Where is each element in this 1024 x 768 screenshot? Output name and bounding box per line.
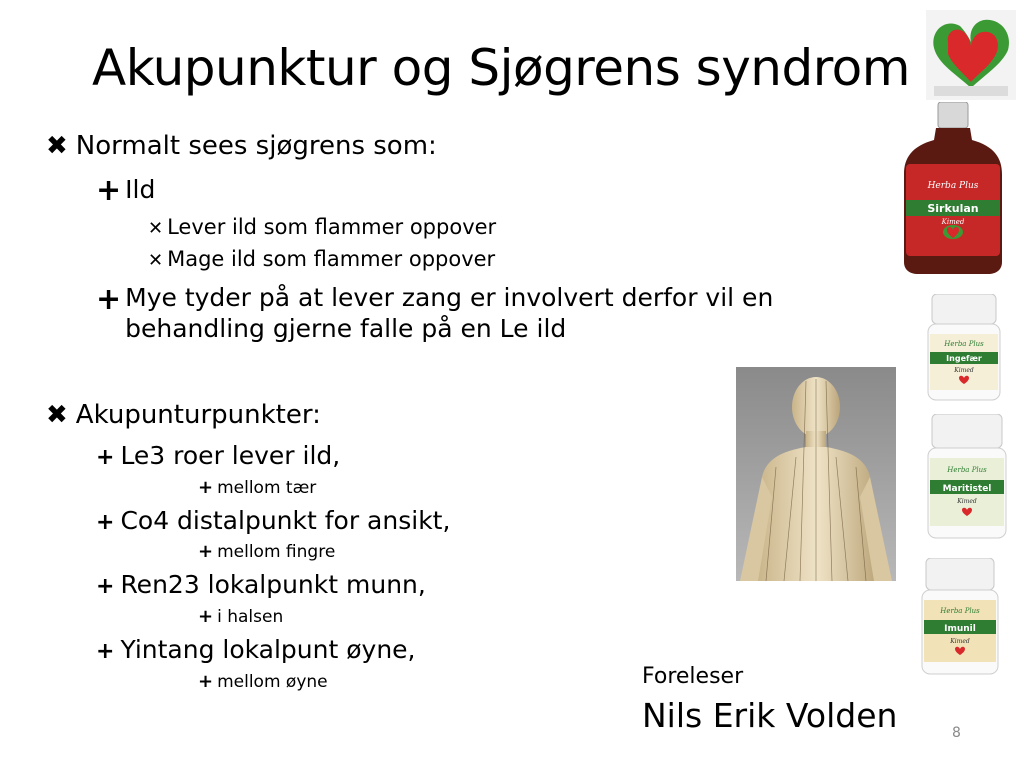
plus-small-bullet-icon: + bbox=[198, 671, 214, 692]
bottle-name: Sirkulan bbox=[927, 202, 979, 215]
plus-bullet-icon: + bbox=[96, 173, 122, 208]
plus-bullet-icon: + bbox=[96, 639, 115, 664]
jar2-maker: Kimed bbox=[957, 498, 977, 505]
item-ren23: Ren23 lokalpunkt munn, bbox=[120, 570, 426, 599]
x-bullet-icon: ✖ bbox=[46, 131, 68, 161]
bottle-maker: Kimed bbox=[941, 218, 965, 226]
bullet-yintang bbox=[96, 635, 416, 664]
item-yintang: Yintang lokalpunt øyne, bbox=[120, 635, 416, 664]
acupuncture-model-image bbox=[736, 367, 896, 581]
bullet-ild bbox=[96, 173, 155, 208]
presenter-label: Foreleser bbox=[642, 664, 744, 689]
slide-title: Akupunktur og Sjøgrens syndrom bbox=[92, 39, 910, 97]
subbullet-lever-ild bbox=[148, 215, 496, 239]
plus-bullet-icon: + bbox=[96, 282, 122, 317]
subitem-mage-ild: Mage ild som flammer oppover bbox=[167, 247, 496, 271]
plus-small-bullet-icon: + bbox=[198, 606, 214, 627]
jar1-name: Ingefær bbox=[946, 354, 982, 363]
note-ren23-text: i halsen bbox=[217, 607, 284, 627]
x-bullet-icon: ✖ bbox=[46, 400, 68, 430]
bullet-section1 bbox=[46, 131, 437, 161]
plus-small-bullet-icon: + bbox=[198, 541, 214, 562]
plus-bullet-icon: + bbox=[96, 510, 115, 535]
bullet-section2 bbox=[46, 400, 321, 430]
jar1-brand: Herba Plus bbox=[944, 340, 984, 348]
note-le3-text: mellom tær bbox=[217, 478, 317, 498]
note-yintang bbox=[198, 671, 328, 692]
note-ren23 bbox=[198, 606, 283, 627]
jar2-name: Maritistel bbox=[942, 484, 992, 494]
x-small-bullet-icon: ✕ bbox=[148, 250, 164, 271]
jar3-name: Imunil bbox=[944, 624, 976, 634]
x-small-bullet-icon: ✕ bbox=[148, 218, 164, 239]
jar2-brand: Herba Plus bbox=[947, 466, 987, 474]
imunil-jar-image bbox=[920, 558, 1000, 676]
subbullet-mage-ild bbox=[148, 247, 495, 271]
note-co4-text: mellom fingre bbox=[217, 542, 336, 562]
heart-logo-icon bbox=[924, 8, 1018, 102]
jar1-maker: Kimed bbox=[954, 367, 974, 374]
note-le3 bbox=[198, 477, 316, 498]
jar3-maker: Kimed bbox=[950, 638, 970, 645]
ingefaer-jar-image bbox=[926, 294, 1002, 402]
bullet-ren23 bbox=[96, 570, 426, 599]
section2-heading: Akupunturpunkter: bbox=[75, 400, 321, 430]
bullet-co4 bbox=[96, 506, 450, 535]
sirkulan-bottle-image bbox=[902, 102, 1004, 274]
note-yintang-text: mellom øyne bbox=[217, 672, 328, 692]
item-le3: Le3 roer lever ild, bbox=[120, 441, 341, 470]
subitem-lever-ild: Lever ild som flammer oppover bbox=[167, 215, 497, 239]
jar3-brand: Herba Plus bbox=[940, 607, 980, 615]
item-ild: Ild bbox=[125, 175, 156, 204]
plus-bullet-icon: + bbox=[96, 445, 115, 470]
presenter-name: Nils Erik Volden bbox=[642, 696, 898, 735]
item-lever-zang: Mye tyder på at lever zang er involvert derfor vil en behandling gjerne falle på en Le ild bbox=[125, 283, 774, 344]
item-co4: Co4 distalpunkt for ansikt, bbox=[120, 506, 451, 535]
page-number: 8 bbox=[952, 725, 961, 741]
bullet-lever-zang bbox=[96, 282, 885, 345]
bullet-le3 bbox=[96, 441, 340, 470]
note-co4 bbox=[198, 541, 335, 562]
maritistel-jar-image bbox=[926, 414, 1008, 540]
plus-bullet-icon: + bbox=[96, 574, 115, 599]
section1-heading: Normalt sees sjøgrens som: bbox=[75, 131, 437, 161]
plus-small-bullet-icon: + bbox=[198, 477, 214, 498]
bottle-brand: Herba Plus bbox=[927, 181, 979, 191]
